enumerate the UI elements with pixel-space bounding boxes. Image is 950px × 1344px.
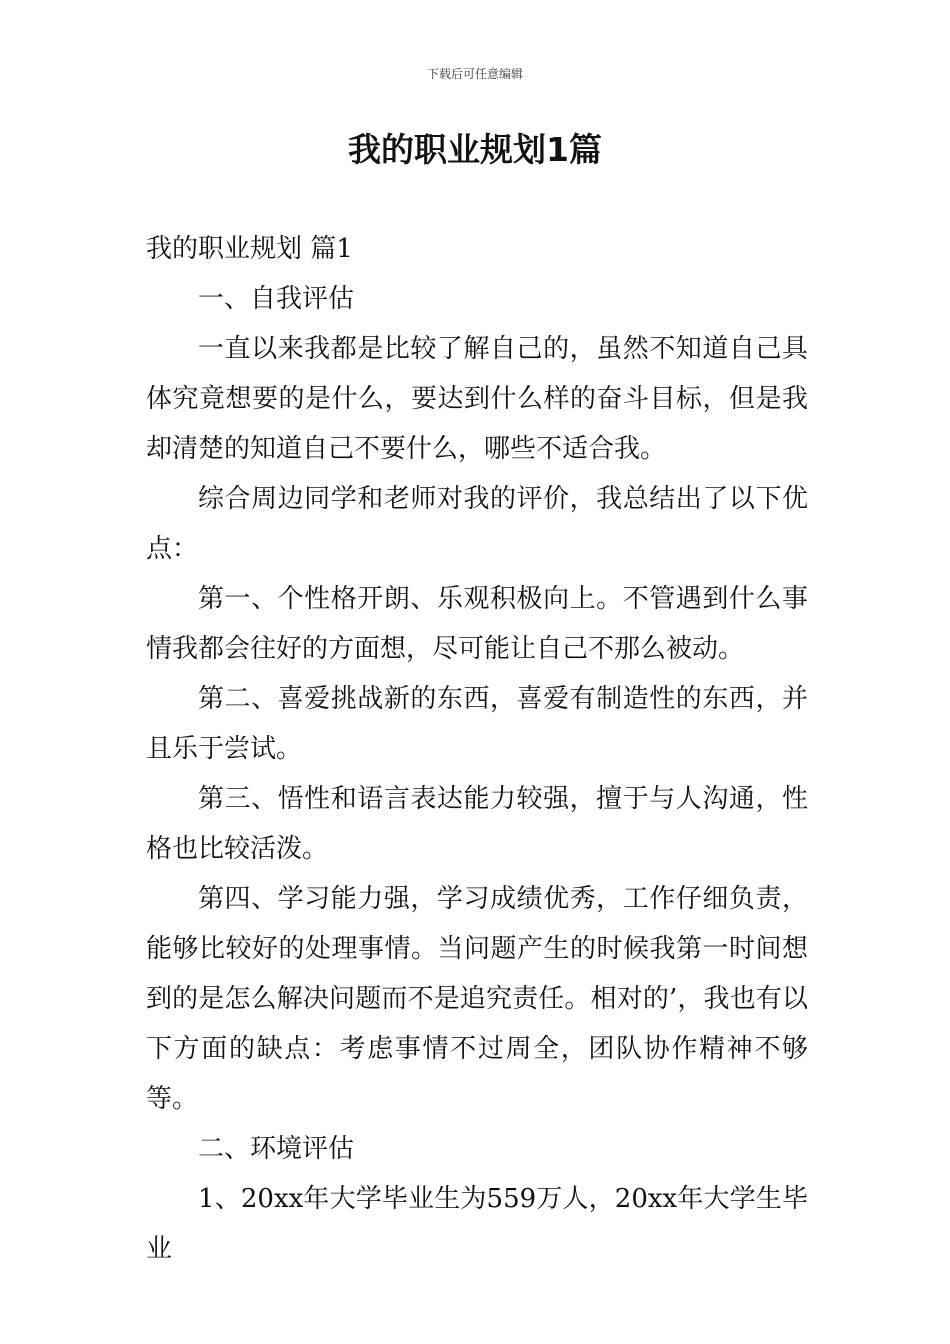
document-body [146, 224, 808, 1274]
paragraph: 1、20xx年大学毕业生为559万人，20xx年大学生毕业 [146, 1184, 808, 1264]
paragraph: 第一、个性格开朗、乐观积极向上。不管遇到什么事情我都会往好的方面想，尽可能让自己不那么被动。 [146, 584, 808, 664]
paragraph: 综合周边同学和老师对我的评价，我总结出了以下优点： [146, 484, 808, 564]
document-title: 我的职业规划1篇 [348, 130, 602, 169]
paragraph-section-heading: 二、环境评估 [198, 1134, 355, 1164]
header-note: 下载后可任意编辑 [426, 67, 523, 81]
paragraph: 第二、喜爱挑战新的东西，喜爱有制造性的东西，并且乐于尝试。 [146, 684, 808, 764]
paragraph: 第四、学习能力强，学习成绩优秀，工作仔细负责，能够比较好的处理事情。当问题产生的时候我第一时间想到的是怎么解决问题而不是追究责任。相对的’，我也有以下方面的缺点：考虑事情不过周全，团队协作精神不够等。 [146, 884, 808, 1114]
paragraph-section-heading: 一、自我评估 [198, 284, 355, 314]
paragraph-subtitle: 我的职业规划 篇1 [146, 234, 353, 264]
paragraph: 一直以来我都是比较了解自己的，虽然不知道自己具体究竟想要的是什么，要达到什么样的奋斗目标，但是我却清楚的知道自己不要什么，哪些不适合我。 [146, 334, 808, 464]
paragraph: 第三、悟性和语言表达能力较强，擅于与人沟通，性格也比较活泼。 [146, 784, 808, 864]
